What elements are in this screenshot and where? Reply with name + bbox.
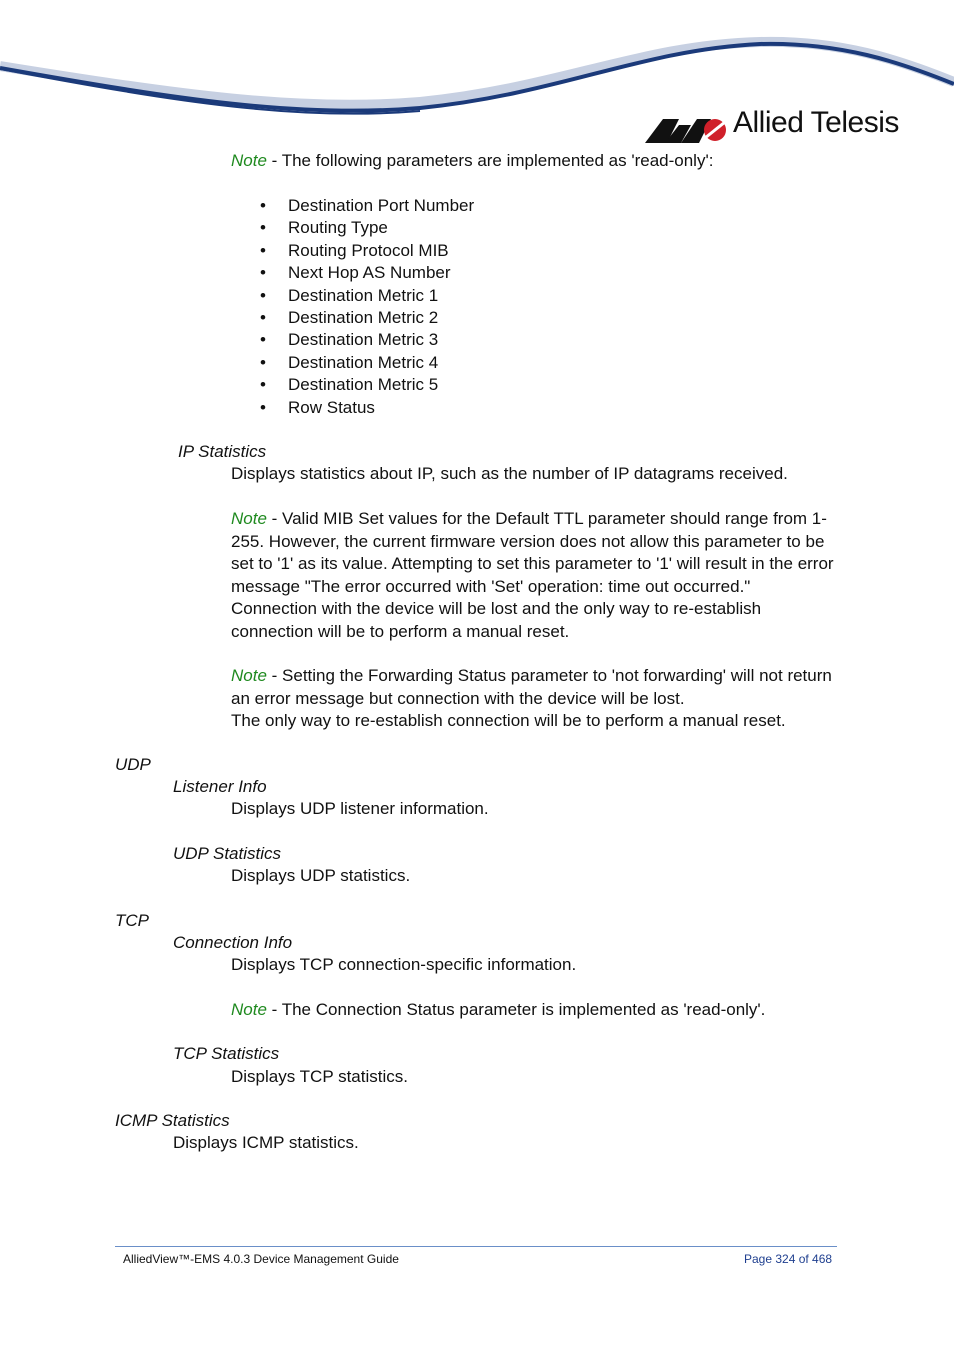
tcp-heading: TCP <box>115 911 149 930</box>
tcp-statistics-heading: TCP Statistics <box>173 1044 280 1063</box>
footer-doc-title: AlliedView™-EMS 4.0.3 Device Management Guide <box>123 1252 399 1266</box>
listener-info-heading: Listener Info <box>173 777 267 796</box>
forwarding-note <box>231 665 841 733</box>
note-text: - The following parameters are implemented as 'read-only': <box>266 151 714 170</box>
list-item: • Row Status <box>258 397 474 419</box>
connection-status-note <box>231 1000 765 1020</box>
listener-info-description: Displays UDP listener information. <box>231 799 489 818</box>
list-item: • Destination Metric 3 <box>258 329 474 351</box>
connection-info-description: Displays TCP connection-specific information. <box>231 955 577 974</box>
list-item: • Destination Metric 2 <box>258 307 474 329</box>
intro-note <box>231 150 713 172</box>
list-item: • Destination Metric 5 <box>258 374 474 396</box>
ip-statistics-heading: IP Statistics <box>178 442 267 461</box>
note-label: Note <box>231 151 267 170</box>
read-only-parameter-list <box>258 195 474 419</box>
icmp-statistics-description: Displays ICMP statistics. <box>173 1133 359 1152</box>
note-text: - Valid MIB Set values for the Default TTL parameter should range from 1-255. However, the current firmware version does not allow this parameter to be set to '1' as its value. Attempting to set this parameter to '1' will result in the error message "The error occurred with 'Set' operation: time out occurred." Connection with the device will be lost and the only way to re-establish connection will be to perform a manual reset. <box>231 509 834 641</box>
tcp-statistics-description: Displays TCP statistics. <box>231 1067 408 1086</box>
list-item: • Destination Metric 4 <box>258 352 474 374</box>
note-label: Note <box>231 666 267 685</box>
ttl-note <box>231 508 841 643</box>
allied-telesis-mark-icon <box>645 111 727 145</box>
note-text: - Setting the Forwarding Status parameter to 'not forwarding' will not return an error message but connection with the device will be lost. <box>231 666 832 708</box>
note-text: - The Connection Status parameter is implemented as 'read-only'. <box>266 1000 766 1019</box>
list-item: • Destination Metric 1 <box>258 285 474 307</box>
brand-name: Allied Telesis <box>733 106 899 139</box>
list-item: • Routing Protocol MIB <box>258 240 474 262</box>
list-item: • Destination Port Number <box>258 195 474 217</box>
note-label: Note <box>231 509 267 528</box>
icmp-statistics-heading: ICMP Statistics <box>115 1111 230 1130</box>
udp-statistics-description: Displays UDP statistics. <box>231 866 411 885</box>
list-item: • Routing Type <box>258 217 474 239</box>
footer-divider <box>115 1246 837 1247</box>
list-item: • Next Hop AS Number <box>258 262 474 284</box>
connection-info-heading: Connection Info <box>173 933 293 952</box>
note-text-line2: The only way to re-establish connection will be to perform a manual reset. <box>231 711 786 730</box>
udp-heading: UDP <box>115 755 151 774</box>
udp-statistics-heading: UDP Statistics <box>173 844 282 863</box>
footer-page-number: Page 324 of 468 <box>744 1252 833 1266</box>
note-label: Note <box>231 1000 267 1019</box>
ip-statistics-description: Displays statistics about IP, such as the number of IP datagrams received. <box>231 464 788 483</box>
